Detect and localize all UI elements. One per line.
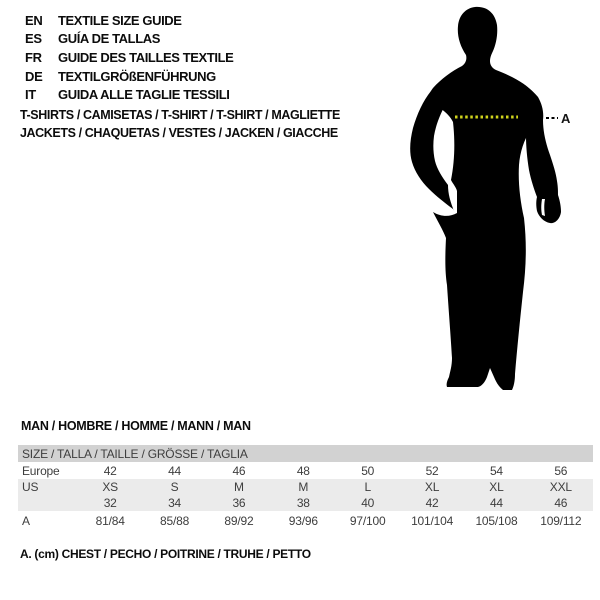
row-label: US bbox=[22, 480, 39, 494]
cell: 85/88 bbox=[160, 513, 190, 528]
product-types bbox=[20, 106, 340, 142]
cell: 46 bbox=[554, 496, 568, 510]
cell: 105/108 bbox=[475, 513, 518, 528]
cell: L bbox=[364, 480, 371, 494]
size-table-header: SIZE / TALLA / TAILLE / GRÖSSE / TAGLIA bbox=[18, 445, 593, 462]
cell: XL bbox=[489, 480, 504, 494]
cell: 93/96 bbox=[288, 513, 318, 528]
language-label: GUIDA ALLE TAGLIE TESSILI bbox=[58, 87, 230, 103]
language-list bbox=[25, 11, 233, 104]
language-row-en bbox=[25, 11, 233, 30]
language-code: FR bbox=[25, 49, 42, 65]
measurement-footnote: A. (cm) CHEST / PECHO / POITRINE / TRUHE / PETTO bbox=[20, 547, 311, 561]
language-label: TEXTILE SIZE GUIDE bbox=[58, 12, 182, 28]
cell: 56 bbox=[554, 463, 568, 478]
language-label: TEXTILGRÖßENFÜHRUNG bbox=[58, 68, 216, 84]
cell: 46 bbox=[232, 463, 246, 478]
language-code: IT bbox=[25, 87, 36, 103]
cell: 40 bbox=[361, 496, 375, 510]
measurement-a-label: A bbox=[561, 111, 571, 126]
cell: XS bbox=[102, 480, 118, 494]
language-code: EN bbox=[25, 12, 43, 28]
cell: 50 bbox=[361, 463, 375, 478]
language-row-es bbox=[25, 30, 233, 49]
language-label: GUÍA DE TALLAS bbox=[58, 31, 161, 47]
cell: 32 bbox=[103, 496, 117, 510]
cell: XXL bbox=[549, 480, 572, 494]
cell: 44 bbox=[168, 463, 182, 478]
cell: 109/112 bbox=[540, 513, 582, 528]
row-label: A bbox=[22, 513, 30, 528]
cell: 48 bbox=[296, 463, 310, 478]
cell: M bbox=[298, 480, 309, 494]
cell: M bbox=[234, 480, 244, 494]
language-label: GUIDE DES TAILLES TEXTILE bbox=[58, 49, 234, 65]
cell: 42 bbox=[103, 463, 117, 478]
language-code: ES bbox=[25, 31, 42, 47]
language-code: DE bbox=[25, 68, 43, 84]
cell: 54 bbox=[489, 463, 503, 478]
table-row-chest-a bbox=[18, 511, 593, 530]
cell: 101/104 bbox=[411, 513, 454, 528]
cell: 81/84 bbox=[95, 513, 125, 528]
table-row-us-numbers bbox=[18, 495, 593, 511]
table-row-us-letters bbox=[18, 479, 593, 495]
cell: XL bbox=[424, 480, 440, 494]
cell: S bbox=[170, 480, 179, 494]
product-types-jackets: JACKETS / CHAQUETAS / VESTES / JACKEN / GIACCHE bbox=[20, 126, 338, 140]
man-silhouette-figure bbox=[400, 0, 600, 400]
table-row-europe bbox=[18, 462, 593, 479]
cell: 97/100 bbox=[349, 513, 386, 528]
cell: 42 bbox=[425, 496, 439, 510]
language-row-de bbox=[25, 67, 233, 86]
language-row-fr bbox=[25, 48, 233, 67]
product-types-tshirts: T-SHIRTS / CAMISETAS / T-SHIRT / T-SHIRT / MAGLIETTE bbox=[20, 108, 340, 122]
size-table bbox=[18, 445, 593, 530]
cell: 34 bbox=[168, 496, 182, 510]
section-title-man: MAN / HOMBRE / HOMME / MANN / MAN bbox=[21, 419, 251, 433]
row-label: Europe bbox=[22, 463, 60, 478]
man-silhouette-svg bbox=[400, 0, 600, 400]
cell: 38 bbox=[296, 496, 310, 510]
language-row-it bbox=[25, 85, 233, 104]
pocket-gap-cutout bbox=[452, 190, 457, 213]
cell: 52 bbox=[425, 463, 439, 478]
cell: 89/92 bbox=[224, 513, 254, 528]
cell: 36 bbox=[232, 496, 246, 510]
cell: 44 bbox=[489, 496, 503, 510]
